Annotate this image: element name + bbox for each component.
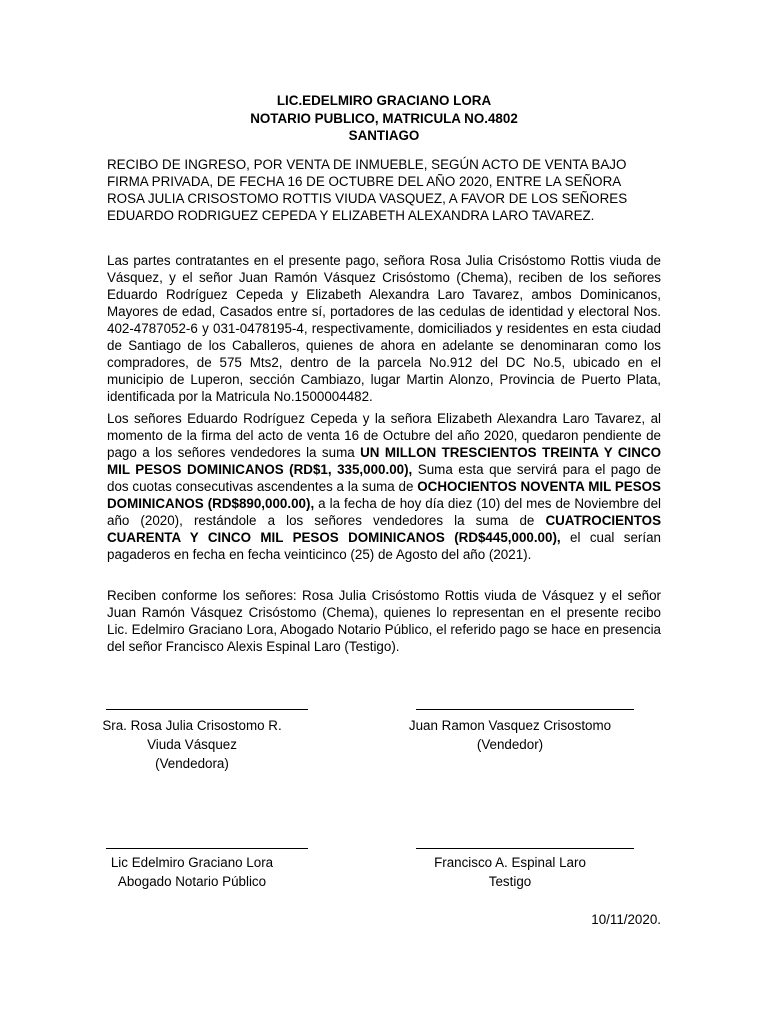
notary-signer-name: Lic Edelmiro Graciano Lora xyxy=(110,855,274,870)
paragraph-payment xyxy=(107,410,661,563)
signature-seller2 xyxy=(398,716,622,754)
payment-amount-paid: OCHOCIENTOS NOVENTA MIL PESOS DOMINICANOS (RD$890,000.00), xyxy=(107,479,661,511)
payment-text-3: a la fecha de hoy día diez (10) del mes de Noviembre del año (2020), restándole a los señores vendedores la suma de xyxy=(107,496,661,528)
document-date: 10/11/2020. xyxy=(591,912,661,927)
seller1-role: (Vendedora) xyxy=(155,756,229,771)
document-header xyxy=(0,92,768,145)
signature-line-notary xyxy=(106,848,308,849)
seller2-name: Juan Ramon Vasquez Crisostomo xyxy=(408,718,612,733)
notary-registration: NOTARIO PUBLICO, MATRICULA NO.4802 xyxy=(250,110,518,126)
notary-city: SANTIAGO xyxy=(348,128,420,143)
seller1-name: Sra. Rosa Julia Crisostomo R. xyxy=(102,718,282,733)
signature-line-seller1 xyxy=(106,709,308,710)
payment-text-1: Los señores Eduardo Rodríguez Cepeda y la señora Elizabeth Alexandra Laro Tavarez, al momento de la firma del acto de venta 16 de Octubre del año 2020, quedaron pendiente de pago a los señores vendedores la suma xyxy=(107,411,661,460)
seller2-role: (Vendedor) xyxy=(476,737,544,752)
notary-signer-role: Abogado Notario Público xyxy=(117,874,267,889)
payment-amount-total: UN MILLON TRESCIENTOS TREINTA Y CINCO MIL PESOS DOMINICANOS (RD$1, 335,000.00), xyxy=(107,445,661,477)
receipt-subject: RECIBO DE INGRESO, POR VENTA DE INMUEBLE, SEGÚN ACTO DE VENTA BAJO FIRMA PRIVADA, DE FECHA 16 DE OCTUBRE DEL AÑO 2020, ENTRE LA SEÑORA ROSA JULIA CRISOSTOMO ROTTIS VIUDA VASQUEZ, A FAVOR DE LOS SEÑORES EDUARDO RODRIGUEZ CEPEDA Y ELIZABETH ALEXANDRA LARO TAVAREZ. xyxy=(107,157,628,223)
paragraph-parties: Las partes contratantes en el presente pago, señora Rosa Julia Crisóstomo Rottis viuda de Vásquez, y el señor Juan Ramón Vásquez Crisóstomo (Chema), reciben de los señores Eduardo Rodríguez Cepeda y Elizabeth Alexandra Laro Tavarez, ambos Dominicanos, Mayores de edad, Casados entre sí, portadores de las cedulas de identidad y electoral Nos. 402-4787052-6 y 031-0478195-4, respectivamente, domiciliados y residentes en esta ciudad de Santiago de los Caballeros, quienes de ahora en adelante se denominaran como los compradores, de 575 Mts2, dentro de la parcela No.912 del DC No.5, ubicado en el municipio de Luperon, sección Cambiazo, lugar Martin Alonzo, Provincia de Puerto Plata, identificada por la Matricula No.1500004482. xyxy=(107,253,661,404)
payment-text-2: Suma esta que servirá para el pago de dos cuotas consecutivas ascendentes a la suma de xyxy=(107,462,661,494)
payment-amount-remaining: CUATROCIENTOS CUARENTA Y CINCO MIL PESOS DOMINICANOS (RD$445,000.00), xyxy=(107,513,661,545)
witness-role: Testigo xyxy=(488,874,532,889)
paragraph-conformity: Reciben conforme los señores: Rosa Julia Crisóstomo Rottis viuda de Vásquez y el señor Juan Ramón Vásquez Crisóstomo (Chema), quienes lo representan en el presente recibo Lic. Edelmiro Graciano Lora, Abogado Notario Público, el referido pago se hace en presencia del señor Francisco Alexis Espinal Laro (Testigo). xyxy=(107,588,661,654)
signature-seller1 xyxy=(97,716,287,773)
payment-text-4: el cual serían pagaderos en fecha en fecha veinticinco (25) de Agosto del año (2021). xyxy=(107,530,661,562)
signature-notary xyxy=(97,853,287,891)
signature-line-seller2 xyxy=(416,709,634,710)
signature-witness xyxy=(410,853,610,891)
signature-line-witness xyxy=(416,848,634,849)
seller1-title: Viuda Vásquez xyxy=(147,737,237,752)
notary-name: LIC.EDELMIRO GRACIANO LORA xyxy=(276,93,492,108)
witness-name: Francisco A. Espinal Laro xyxy=(434,855,586,870)
